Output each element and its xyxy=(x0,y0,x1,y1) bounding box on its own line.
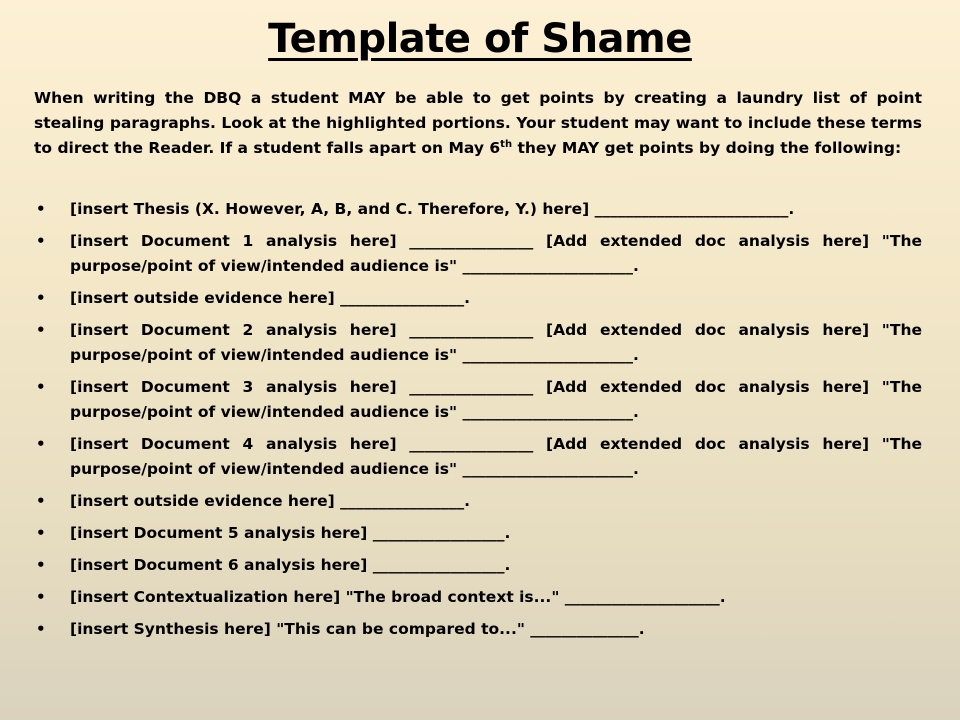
list-item xyxy=(34,553,922,578)
bullet-icon: • xyxy=(36,620,46,638)
bullet-icon: • xyxy=(36,321,46,339)
list-item xyxy=(34,521,922,546)
list-item-text: [insert Document 5 analysis here] _________________. xyxy=(70,524,511,542)
list-item xyxy=(34,489,922,514)
intro-paragraph xyxy=(34,86,922,161)
bullet-icon: • xyxy=(36,289,46,307)
list-item xyxy=(34,286,922,311)
list-item-text: [insert Synthesis here] "This can be compared to..." ______________. xyxy=(70,620,645,638)
list-item-text: [insert outside evidence here] ________________. xyxy=(70,492,470,510)
list-item-text: [insert Document 4 analysis here] ________________ [Add extended doc analysis here] "The purpose/point of view/intended audience is" ______________________. xyxy=(70,435,922,478)
bullet-icon: • xyxy=(36,492,46,510)
bullet-icon: • xyxy=(36,556,46,574)
list-item-text: [insert Document 1 analysis here] ________________ [Add extended doc analysis here] "The purpose/point of view/intended audience is" ______________________. xyxy=(70,232,922,275)
list-item xyxy=(34,318,922,368)
list-item xyxy=(34,585,922,610)
bullet-list xyxy=(34,197,922,649)
intro-text-end: they MAY get points by doing the following: xyxy=(512,139,902,157)
bullet-icon: • xyxy=(36,232,46,250)
bullet-icon: • xyxy=(36,435,46,453)
list-item-text: [insert Contextualization here] "The broad context is..." ____________________. xyxy=(70,588,726,606)
bullet-icon: • xyxy=(36,200,46,218)
slide-title: Template of Shame xyxy=(268,16,692,62)
bullet-icon: • xyxy=(36,524,46,542)
list-item-text: [insert Document 2 analysis here] ________________ [Add extended doc analysis here] "The purpose/point of view/intended audience is" ______________________. xyxy=(70,321,922,364)
list-item xyxy=(34,432,922,482)
list-item xyxy=(34,229,922,279)
list-item-text: [insert Thesis (X. However, A, B, and C. Therefore, Y.) here] _________________________. xyxy=(70,200,795,218)
intro-superscript: th xyxy=(500,138,513,150)
bullet-icon: • xyxy=(36,378,46,396)
list-item xyxy=(34,375,922,425)
list-item-text: [insert Document 3 analysis here] ________________ [Add extended doc analysis here] "The purpose/point of view/intended audience is" ______________________. xyxy=(70,378,922,421)
list-item-text: [insert Document 6 analysis here] _________________. xyxy=(70,556,511,574)
bullet-icon: • xyxy=(36,588,46,606)
list-item xyxy=(34,197,922,222)
intro-text-start: When writing the DBQ a student MAY be able to get points by creating a laundry list of point stealing paragraphs. Look at the highlighted portions. Your student may want to include these terms to direct the Reader. If a student falls apart on May 6 xyxy=(34,89,922,157)
list-item xyxy=(34,617,922,642)
list-item-text: [insert outside evidence here] ________________. xyxy=(70,289,470,307)
